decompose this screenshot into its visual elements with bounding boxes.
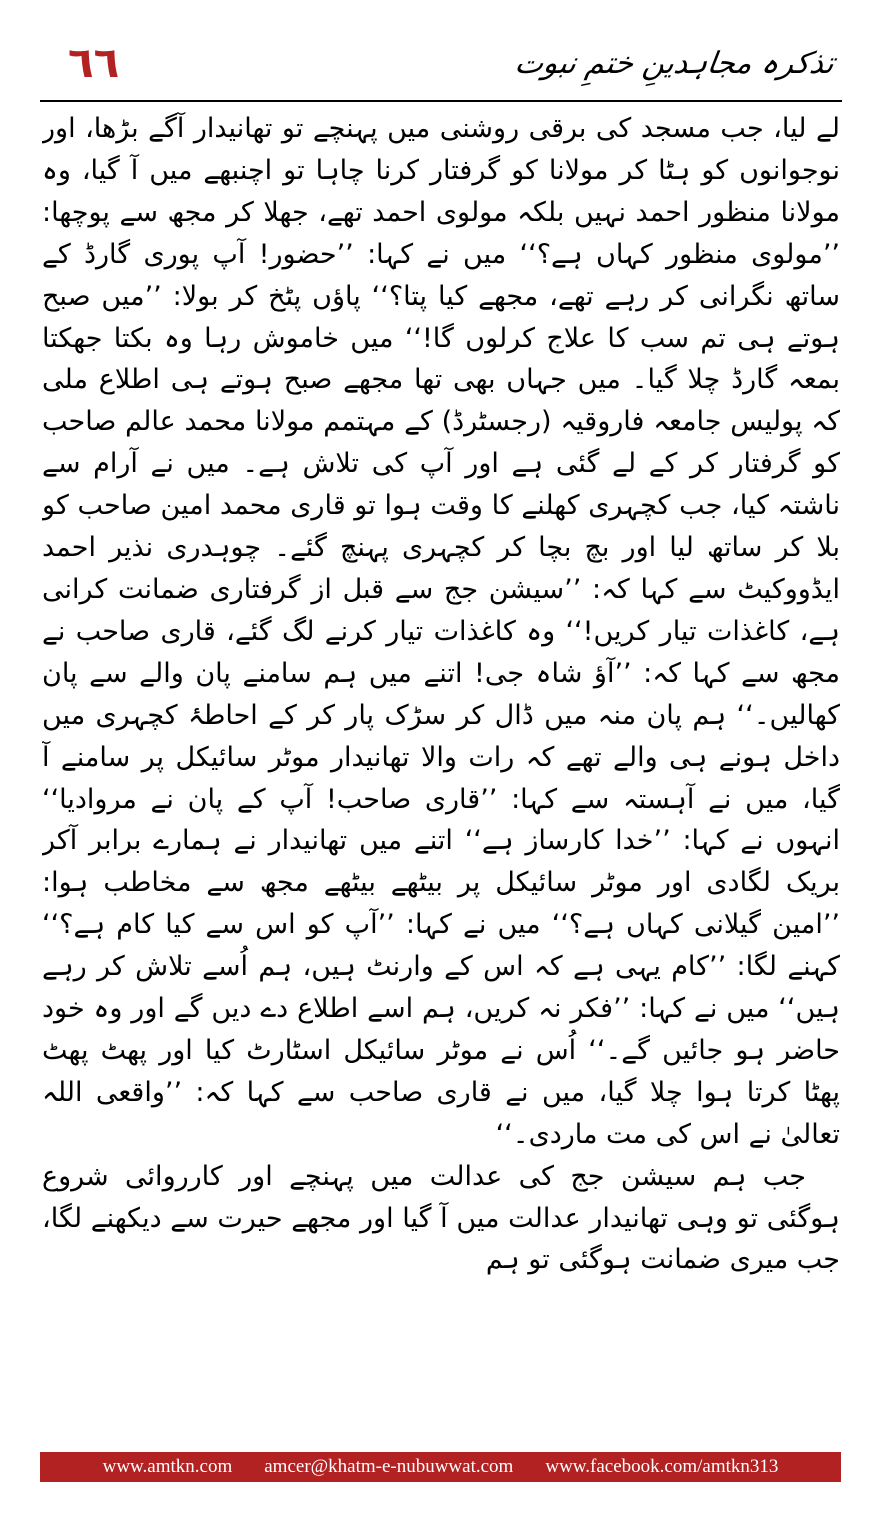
footer-facebook: www.facebook.com/amtkn313 bbox=[545, 1456, 779, 1477]
footer-bar bbox=[40, 1452, 841, 1482]
header-divider bbox=[40, 100, 842, 102]
footer-website: www.amtkn.com bbox=[102, 1456, 233, 1477]
footer-email: amcer@khatm-e-nubuwwat.com bbox=[264, 1456, 514, 1477]
page-header bbox=[40, 36, 840, 96]
book-title: تذکرہ مجاہدینِ ختمِ نبوت bbox=[512, 46, 837, 81]
page-number: ٦٦ bbox=[68, 38, 120, 87]
body-text bbox=[42, 108, 840, 1438]
paragraph: جب ہم سیشن جج کی عدالت میں پہنچے اور کارروائی شروع ہوگئی تو وہی تھانیدار عدالت میں آ گیا اور مجھے حیرت سے دیکھنے لگا، جب میری ضمانت ہوگئی تو ہم bbox=[42, 1160, 840, 1276]
paragraph: لے لیا، جب مسجد کی برقی روشنی میں پہنچے تو تھانیدار آگے بڑھا، اور نوجوانوں کو ہٹا کر مولانا کو گرفتار کرنا چاہا تو اچنبھے میں آ گیا، وہ مولانا منظور احمد نہیں بلکہ مولوی احمد تھے، جھلا کر مجھ سے پوچھا: ’’مولوی منظور کہاں ہے؟‘‘ میں نے کہا: ’’حضور! آپ پوری گارڈ کے ساتھ نگرانی کر رہے تھے، مجھے کیا پتا؟‘‘ پاؤں پٹخ کر بولا: ’’میں صبح ہوتے ہی تم سب کا علاج کرلوں گا!‘‘ میں خاموش رہا وہ بکتا جھکتا بمعہ گارڈ چلا گیا۔ میں جہاں بھی تھا مجھے صبح ہوتے ہی اطلاع ملی کہ پولیس جامعہ فاروقیہ (رجسٹرڈ) کے مہتمم مولانا محمد عالم صاحب کو گرفتار کر کے لے گئی ہے اور آپ کی تلاش ہے۔ میں نے آرام سے ناشتہ کیا، جب کچہری کھلنے کا وقت ہوا تو قاری محمد امین صاحب کو بلا کر ساتھ لیا اور بچ بچا کر کچہری پہنچ گئے۔ چوہدری نذیر احمد ایڈووکیٹ سے کہا کہ: ’’سیشن جج سے قبل از گرفتاری ضمانت کرانی ہے، کاغذات تیار کریں!‘‘ وہ کاغذات تیار کرنے لگ گئے، قاری صاحب نے مجھ سے کہا کہ: ’’آؤ شاہ جی! اتنے میں ہم سامنے پان والے سے پان کھالیں۔‘‘ ہم پان منہ میں ڈال کر سڑک پار کر کے احاطۂ کچہری میں داخل ہونے ہی والے تھے کہ رات والا تھانیدار موٹر سائیکل پر سامنے آ گیا، میں نے آہستہ سے کہا: ’’قاری صاحب! آپ کے پان نے مروادیا‘‘ انہوں نے کہا: ’’خدا کارساز ہے‘‘ اتنے میں تھانیدار نے ہمارے برابر آکر بریک لگادی اور موٹر سائیکل پر بیٹھے بیٹھے مجھ سے مخاطب ہوا: ’’امین گیلانی کہاں ہے؟‘‘ میں نے کہا: ’’آپ کو اس سے کیا کام ہے؟‘‘ کہنے لگا: ’’کام یہی ہے کہ اس کے وارنٹ ہیں، ہم اُسے تلاش کر رہے ہیں‘‘ میں نے کہا: ’’فکر نہ کریں، ہم اسے اطلاع دے دیں گے اور وہ خود حاضر ہو جائیں گے۔‘‘ اُس نے موٹر سائیکل اسٹارٹ کیا اور پھٹ پھٹ پھٹا کرتا ہوا چلا گیا، میں نے قاری صاحب سے کہا کہ: ’’واقعی اللہ تعالیٰ نے اس کی مت ماردی۔‘‘ bbox=[42, 113, 840, 1150]
